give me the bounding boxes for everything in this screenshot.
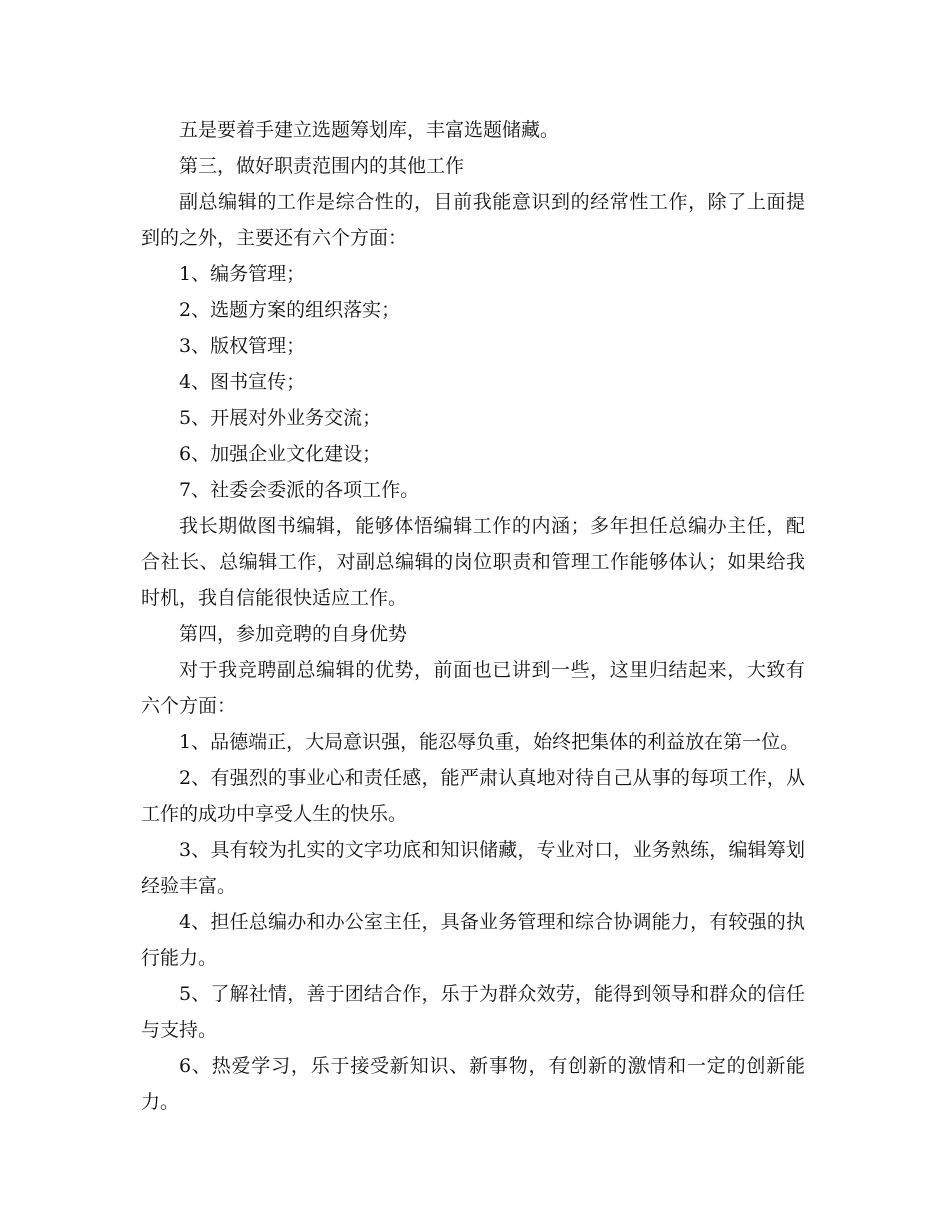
- list-item: 3、版权管理；: [179, 335, 306, 357]
- list-item: 6、热爱学习，乐于接受新知识、新事物，有创新的激情和一定的创新能力。: [141, 1055, 805, 1113]
- list-item: 7、社委会委派的各项工作。: [179, 479, 420, 501]
- paragraph: 对于我竞聘副总编辑的优势，前面也已讲到一些，这里归结起来，大致有六个方面：: [141, 659, 805, 717]
- list-item: 1、品德端正，大局意识强，能忍辱负重，始终把集体的利益放在第一位。: [179, 731, 800, 753]
- paragraph: 副总编辑的工作是综合性的，目前我能意识到的经常性工作，除了上面提到的之外，主要还有六个方面：: [141, 191, 805, 249]
- paragraph: 我长期做图书编辑，能够体悟编辑工作的内涵；多年担任总编办主任，配合社长、总编辑工作，对副总编辑的岗位职责和管理工作能够体认；如果给我时机，我自信能很快适应工作。: [141, 515, 805, 609]
- list-item: 2、有强烈的事业心和责任感，能严肃认真地对待自己从事的每项工作，从工作的成功中享受人生的快乐。: [141, 767, 805, 825]
- section-heading: 第四，参加竞聘的自身优势: [179, 623, 408, 645]
- list-item: 5、开展对外业务交流；: [179, 407, 382, 429]
- section-heading: 第三，做好职责范围内的其他工作: [179, 155, 465, 177]
- document-body: [141, 112, 805, 1120]
- paragraph: 五是要着手建立选题筹划库，丰富选题储藏。: [179, 119, 560, 141]
- list-item: 4、担任总编办和办公室主任，具备业务管理和综合协调能力，有较强的执行能力。: [141, 911, 805, 969]
- list-item: 4、图书宣传；: [179, 371, 306, 393]
- list-item: 6、加强企业文化建设；: [179, 443, 382, 465]
- list-item: 5、了解社情，善于团结合作，乐于为群众效劳，能得到领导和群众的信任与支持。: [141, 983, 805, 1041]
- list-item: 1、编务管理；: [179, 263, 306, 285]
- list-item: 2、选题方案的组织落实；: [179, 299, 401, 321]
- list-item: 3、具有较为扎实的文字功底和知识储藏，专业对口，业务熟练，编辑筹划经验丰富。: [141, 839, 805, 897]
